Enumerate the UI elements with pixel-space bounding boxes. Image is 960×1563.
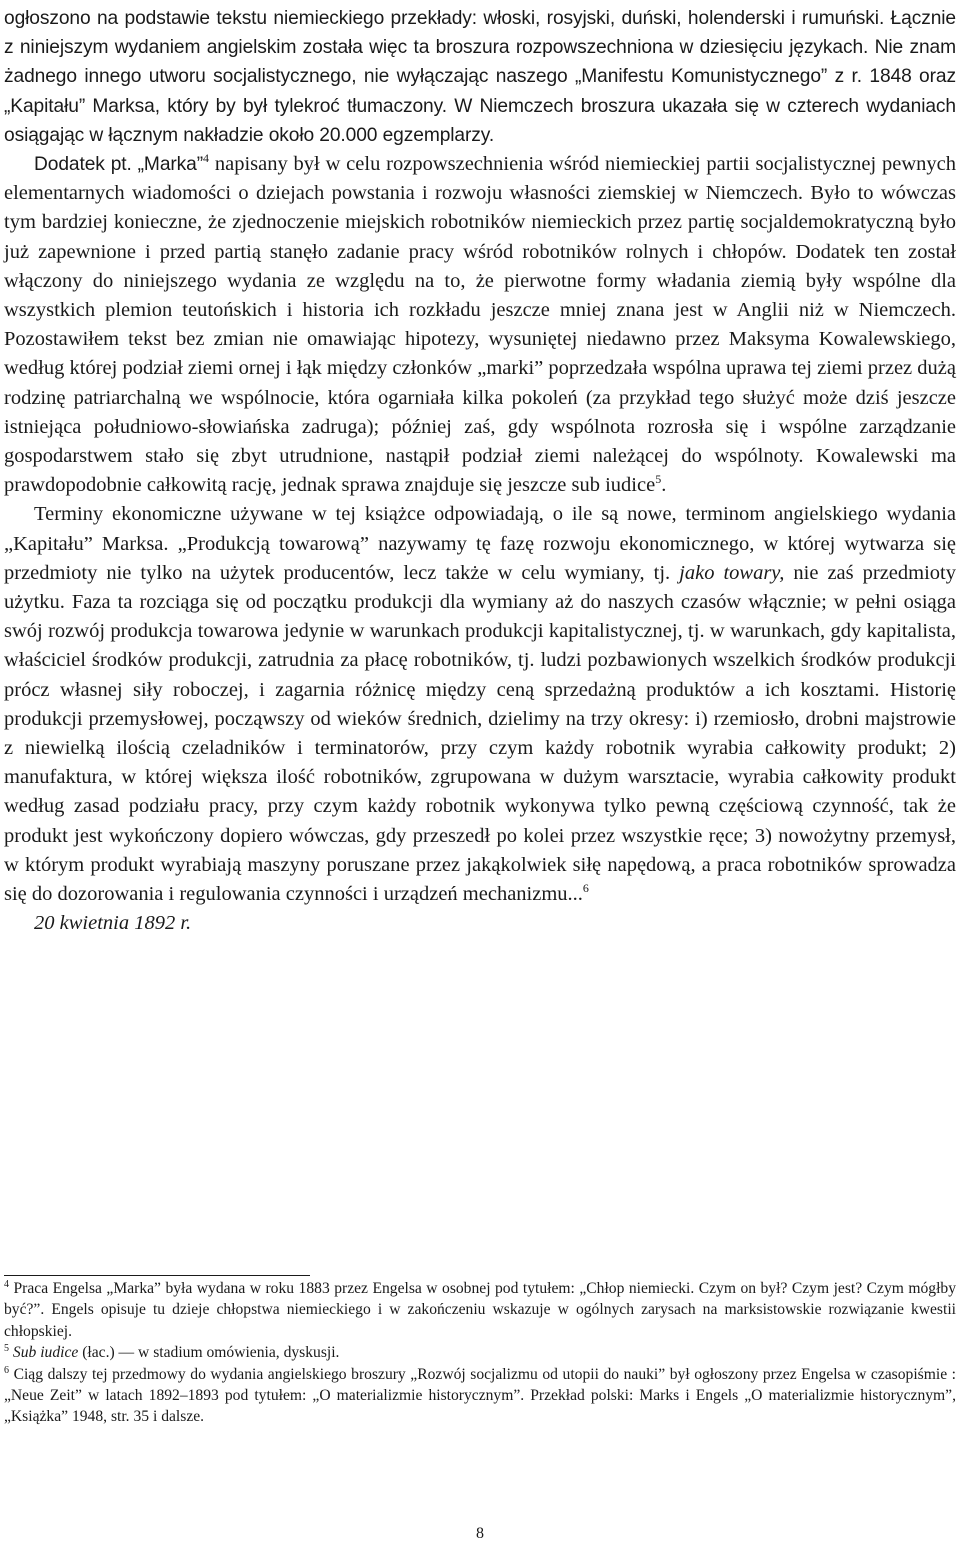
paragraph-2 — [4, 150, 956, 500]
footnote-6 — [4, 1364, 956, 1428]
footnote-5 — [4, 1342, 956, 1363]
footnote-number: 4 — [4, 1278, 9, 1290]
footnote-ref-5: 5 — [655, 472, 662, 487]
paragraph-2-end: . — [661, 474, 667, 497]
date-line: 20 kwietnia 1892 r. — [34, 912, 192, 935]
paragraph-3 — [4, 500, 956, 909]
paragraph-2-body: napisany był w celu rozpowszechnienia wśród niemieckiej partii socjalistycznej pewnych elementarnych wiadomości o dziejach powstania i rozwoju własności ziemskiej w Niemczech. Było to wówczas tym bardziej konieczne, że zjednoczenie miejskich robotników niemieckich przez partię socjaldemokratyczną było już zapewnione i przed partią stanęło zadanie pracy wśród robotników rolnych i chłopów. Dodatek ten został włączony do niniejszego wydania ze względu na to, że pierwotne formy władania ziemią były wspólne dla wszystkich plemion teutońskich i historia ich rozkładu jeszcze mniej znana jest w Anglii niż w Niemczech. Pozostawiłem tekst bez zmian nie omawiając hipotezy, wysuniętej niedawno przez Maksyma Kowalewskiego, według której podział ziemi ornej i łąk między członków „marki” poprzedzała wspólna uprawa tej ziemi przez dużą rodzinę patriarchalną we wspólnocie, która ogarniała kilka pokoleń (za przykład tego służyć może dziś jeszcze istniejąca południowo-słowiańska zadruga); później zaś, gdy wspólnota rozrosła się i wspólne zarządzanie gospodarstwem stało się zbyt utrudnione, nastąpił podział ziemi należącej do wspólnoty. Kowalewski ma prawdopodobnie całkowitą rację, jednak sprawa znajduje się jeszcze sub iudice — [4, 153, 956, 497]
footnote-number: 5 — [4, 1343, 9, 1355]
footnotes — [4, 1278, 956, 1428]
page-number: 8 — [476, 1525, 484, 1542]
footnote-ref-6: 6 — [582, 881, 589, 896]
paragraph-3-body: nie zaś przedmioty użytku. Faza ta rozciąga się od początku produkcji dla wymiany aż do naszych czasów włącznie; w pełni osiąga swój rozwój produkcja towarowa jedynie w warunkach produkcji kapitalistycznej, tj. w warunkach, gdy kapitalista, właściciel środków produkcji, zatrudnia za płacę robotników, tj. ludzi pozbawionych wszelkich środków produkcji prócz własnej siły roboczej, i zagarnia różnicę między ceną sprzedażną produktów a ich kosztami. Historię produkcji przemysłowej, począwszy od wieków średnich, dzielimy na trzy okresy: i) rzemiosło, drobni majstrowie z niewielką ilością czeladników i terminatorów, przy czym każdy robotnik wyrabia całkowity produkt; 2) manufaktura, w której większa ilość robotników, zgrupowana w dużym warsztacie, wyrabia całkowity produkt według zasad podziału pracy, przy czym każdy robotnik wykonywa tylko pewną częściową czynność, tak że produkt jest wykończony dopiero wówczas, gdy przeszedł po kolei przez wszystkie ręce; 3) nowożytny przemysł, w którym produkt wyrabiają maszyny poruszane przez jakąkolwiek siłę napędową, a praca robotników sprowadza się do dozorowania i regulowania czynności i urządzeń mechanizmu... — [4, 561, 956, 906]
footnote-text: (łac.) — w stadium omówienia, dyskusji. — [78, 1344, 340, 1362]
footnote-text: Praca Engelsa „Marka” była wydana w roku 1883 przez Engelsa w osobnej pod tytułem: „Chłop niemiecki. Czym on był? Czym jest? Czym mógłby być?”. Engels opisuje tu dzieje chłopstwa niemieckiego i w zakończeniu wskazuje w ogólnych zarysach na marksistowskie rozwiązanie kwestii chłopskiej. — [4, 1280, 956, 1340]
footnote-italic: Sub iudice — [12, 1344, 79, 1362]
footnote-divider — [4, 1275, 310, 1276]
paragraph-1: ogłoszono na podstawie tekstu niemieckiego przekłady: włoski, rosyjski, duński, holenderski i rumuński. Łącznie z niniejszym wydaniem angielskim została więc ta broszura rozpowszechniona w dziesięciu językach. Nie znam żadnego innego utworu socjalistycznego, nie wyłączając naszego „Manifestu Komunistycznego” z r. 1848 oraz „Kapitału” Marksa, który by był tylekroć tłumaczony. W Niemczech broszura ukazała się w czterech wydaniach osiągając w łącznym nakładzie około 20.000 egzemplarzy. — [4, 8, 956, 146]
footnote-ref-4: 4 — [203, 151, 210, 166]
footnote-4 — [4, 1278, 956, 1342]
footnote-text: Ciąg dalszy tej przedmowy do wydania angielskiego broszury „Rozwój socjalizmu od utopii do nauki” był ogłoszony przez Engelsa w czasopiśmie : „Neue Zeit” w latach 1892–1893 pod tytułem: „O materializmie historycznym”. Przekład polski: Marks i Engels „O materializmie historycznym”, „Książka” 1948, str. 35 i dalsze. — [4, 1365, 957, 1426]
footnote-number: 6 — [4, 1364, 9, 1376]
paragraph-3-start: Terminy ekonomiczne używane w tej książce odpowiadają, o ile są nowe, terminom angielskiego wydania „Kapitału” Marksa. „Produkcją towarową” nazywamy tę fazę rozwoju ekonomicznego, w której wytwarza się przedmioty nie tylko na użytek producentów, lecz także w celu wymiany, tj. — [4, 503, 956, 584]
paragraph-2-start: Dodatek pt. „Marka” — [34, 154, 204, 176]
main-text — [4, 4, 956, 939]
paragraph-3-italic: jako towary, — [679, 561, 785, 584]
